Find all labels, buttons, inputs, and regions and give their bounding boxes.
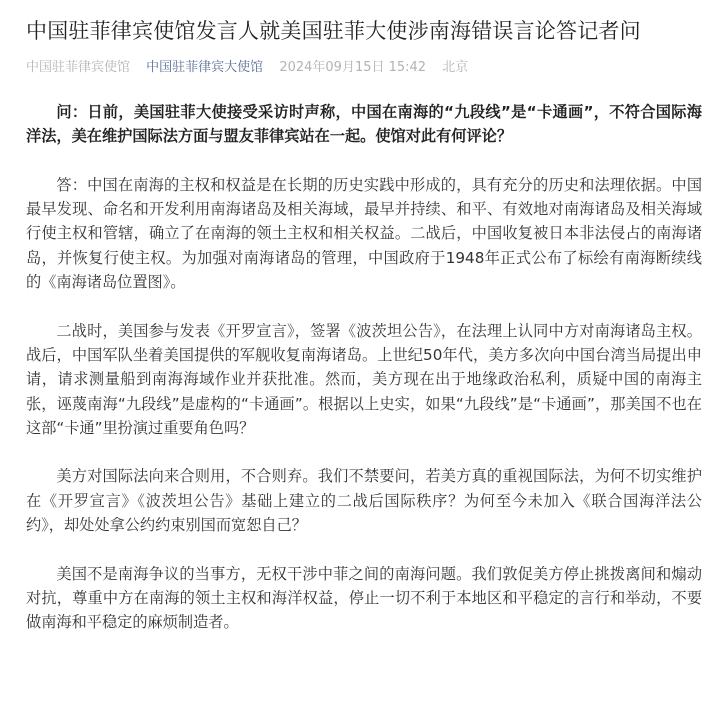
body-paragraph: 美国不是南海争议的当事方，无权干涉中菲之间的南海问题。我们敦促美方停止挑拨离间和煽动对抗，尊重中方在南海的领土主权和海洋权益，停止一切不利于本地区和平稳定的言行和举动，不要做南海和平稳定的麻烦制造者。 [26, 564, 702, 632]
question-paragraph: 问：日前，美国驻菲大使接受采访时声称，中国在南海的“九段线”是“卡通画”，不符合国际海洋法，美在维护国际法方面与盟友菲律宾站在一起。使馆对此有何评论？ [26, 103, 702, 146]
article-content [26, 100, 702, 635]
answer-paragraph: 答：中国在南海的主权和权益是在长期的历史实践中形成的，具有充分的历史和法理依据。中国最早发现、命名和开发利用南海诸岛及相关海域，最早并持续、和平、有效地对南海诸岛及相关海域行使主权和管辖，确立了在南海的领土主权和相关权益。二战后，中国收复被日本非法侵占的南海诸岛，并恢复行使主权。为加强对南海诸岛的管理，中国政府于1948年正式公布了标绘有南海断续线的《南海诸岛位置图》。 [26, 175, 702, 292]
publish-time: 2024年09月15日 15:42 [279, 60, 427, 75]
article-meta [26, 58, 702, 78]
article-author: 中国驻菲律宾使馆 [26, 60, 131, 75]
publish-location: 北京 [442, 60, 469, 75]
account-name-link[interactable]: 中国驻菲律宾大使馆 [146, 60, 264, 75]
article-title: 中国驻菲律宾使馆发言人就美国驻菲大使涉南海错误言论答记者问 [26, 19, 641, 43]
body-paragraph: 美方对国际法向来合则用，不合则弃。我们不禁要问，若美方真的重视国际法，为何不切实维护在《开罗宣言》《波茨坦公告》基础上建立的二战后国际秩序？为何至今未加入《联合国海洋法公约》，却处处拿公约约束别国而宽恕自己？ [26, 467, 702, 535]
body-paragraph: 二战时，美国参与发表《开罗宣言》，签署《波茨坦公告》，在法理上认同中方对南海诸岛主权。战后，中国军队坐着美国提供的军舰收复南海诸岛。上世纪50年代，美方多次向中国台湾当局提出申请，请求测量船到南海海域作业并获批准。然而，美方现在出于地缘政治私利，质疑中国的南海主张，诬蔑南海“九段线”是虚构的“卡通画”。根据以上史实，如果“九段线”是“卡通画”，那美国不也在这部“卡通”里扮演过重要角色吗？ [26, 321, 702, 437]
